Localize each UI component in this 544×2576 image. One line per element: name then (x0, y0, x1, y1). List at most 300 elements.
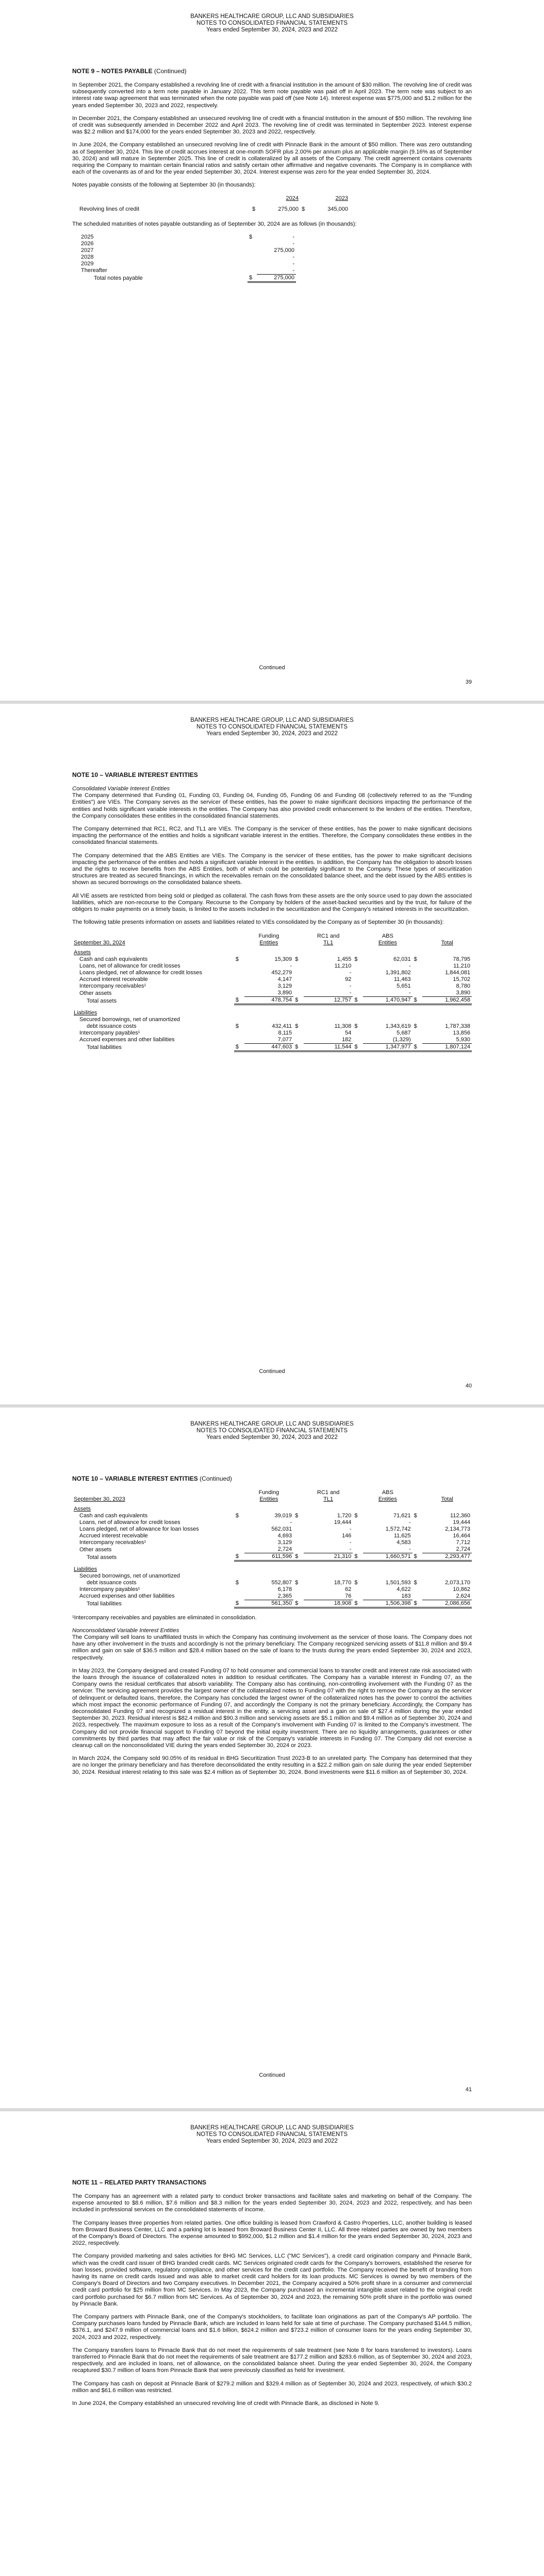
cell-value: - (409, 1519, 411, 1526)
dollar-sign (293, 1546, 304, 1553)
column-header (304, 933, 353, 946)
column-header (304, 1489, 353, 1503)
dollar-sign (353, 976, 363, 983)
dollar-sign (234, 1519, 244, 1526)
column-header-row (72, 1489, 472, 1503)
table-row (79, 261, 296, 267)
cell-value: 1,787,338 (445, 1023, 470, 1029)
cell-value: 18,770 (334, 1579, 352, 1586)
cell-value: 3,890 (244, 990, 294, 997)
paragraph: The scheduled maturities of notes payable outstanding as of September 30, 2024 are as follows (in thousands): (72, 221, 357, 227)
row-label: Secured borrowings, net of unamortized (79, 1572, 180, 1579)
row-label: debt issuance costs (87, 1579, 137, 1586)
dollar-sign (234, 983, 244, 990)
dollar-sign (293, 963, 304, 970)
total-row (72, 997, 472, 1005)
cell-value: 2,365 (244, 1593, 294, 1600)
dollar-sign (413, 1526, 423, 1533)
table-row (72, 963, 472, 970)
dollar-sign (293, 1526, 304, 1533)
cell-value: - (409, 963, 411, 970)
cell-value: - (363, 1546, 413, 1553)
dollar-sign (413, 1533, 423, 1539)
table-row (72, 983, 472, 990)
section-label: Assets (74, 950, 91, 956)
row-label: Thereafter (81, 267, 107, 274)
dollar-sign (234, 1533, 244, 1539)
column-header-line: Total (441, 1496, 453, 1502)
row-label: Revolving lines of credit (79, 206, 140, 212)
dollar-sign (293, 1519, 304, 1526)
cell-value: - (349, 983, 352, 990)
dollar-sign: $ (234, 1043, 244, 1051)
dollar-sign (353, 1546, 363, 1553)
dollar-sign (413, 963, 423, 970)
spacer (353, 933, 363, 946)
cell-value: 1,962,458 (422, 997, 472, 1005)
cell-value: 561,350 (244, 1600, 294, 1607)
header-company: BANKERS HEALTHCARE GROUP, LLC AND SUBSIDIARIES (190, 1421, 354, 1427)
paragraph: All VIE assets are restricted from being sold or pledged as collateral. The cash flows from these assets are the only source used to pay down the associated liabilities, which are non-recourse to the Company. Recourse to the Company by holders of the asset-backed securities and by the trust, for failure of the obligors to make payments on a timely basis, is limited to the assets included in the securitization and the Company's retained interests in the securitization. (72, 892, 472, 913)
cell-value: 15,309 (274, 956, 292, 963)
table-date-text: September 30, 2024 (74, 940, 125, 946)
cell-value: 146 (342, 1533, 352, 1539)
paragraph: The Company partners with Pinnacle Bank, one of the Company's stockholders, to facilitate loan originations as part of the Company's AP portfolio. The Company purchases loans funded by Pinnacle Bank, which are included in loans held for sale at time of purchase. The Company purchased $144.5 million, $376.1, and $247.9 million of commercial loans and $1.6 billion, $624.2 million and $723.2 million of consumer loans for the years ending September 30, 2024, 2023 and 2022, respectively. (72, 2314, 472, 2341)
page-header (72, 704, 472, 737)
subheading: Consolidated Variable Interest Entities (72, 786, 170, 792)
dollar-sign: $ (293, 997, 304, 1005)
dollar-sign (234, 990, 244, 997)
subheading: Nonconsolidated Variable Interest Entities (72, 1627, 179, 1634)
dollar-sign (293, 1037, 304, 1044)
row-label: Accrued interest receivable (79, 1533, 148, 1539)
cell-value: 62 (345, 1586, 352, 1592)
column-header-line: Funding (258, 933, 279, 940)
page-footer (72, 665, 472, 685)
paragraph: The Company will sell loans to unaffiliated trusts in which the Company has continuing involvement as the servicer of those loans. The Company does not have any other involvement in the trusts and accordingly is not the primary beneficiary. The Company recognized servicing assets of $11.8 million and $9.4 million and gain on sale of $36.5 million and $28.4 million based on the sale of loans to the trusts during the years ended September 30, 2024 and 2023, respectively. (72, 1634, 472, 1661)
cell-value: 2,624 (422, 1593, 472, 1600)
dollar-sign (413, 1546, 423, 1553)
table-row (72, 1037, 472, 1044)
column-header-line: Funding (258, 1489, 279, 1496)
paragraph: In September 2021, the Company established a revolving line of credit with a financial institution in the amount of $30 million. The revolving line of credit was subsequently converted into a term note payable in January 2022. This term note payable was paid off in April 2023. The term note was subject to an interest rate swap agreement that was terminated when the note payable was paid off (see Note 14). Interest expense was $775,000 and $1.2 million for the years ended September 30, 2023 and 2022, respectively. (72, 82, 472, 109)
cell-value: 3,129 (277, 983, 292, 990)
dollar-sign: $ (295, 1579, 299, 1586)
section-row (72, 946, 472, 956)
table-row (72, 1573, 472, 1580)
paragraph: The Company has an agreement with a related party to conduct broker transactions and facilitate sales and marketing on behalf of the Company. The expense amounted to $8.6 million, $7.6 million and $8.3 million for the years ended September 30, 2024, 2023 and 2022, respectively, and has been included in professional services on the consolidated statements of income. (72, 2193, 472, 2213)
total-row (72, 1553, 472, 1561)
paragraph: In March 2024, the Company sold 90.05% of its residual in BHG Securitization Trust 2023-B to an unrelated party. The Company has determined that they are no longer the primary beneficiary and has therefore deconsolidated the entity resulting in a $22.2 million gain on sale during the year ended September 30, 2024. Residual interest relating to this sale was $2.4 million as of September 30, 2024. Bond investments were $11.6 million as of September 30, 2024. (72, 1755, 472, 1775)
column-header-line: ABS (382, 1489, 393, 1496)
cell-value: 7,712 (456, 1539, 470, 1546)
cell-value: 552,807 (271, 1579, 292, 1586)
note-title (72, 771, 472, 778)
table-row (72, 1513, 472, 1519)
dollar-sign (234, 1526, 244, 1533)
dollar-sign (413, 976, 423, 983)
paragraph: In May 2023, the Company designed and created Funding 07 to hold consumer and commercial loans to transfer credit and interest rate risk associated with the loans through the issuance of collateralized notes in addition to residual certificates. The Company has a variable interest in Funding 07, as the Company owns the residual certificates that absorb variability. The Company also has continuing, non-controlling involvement with the Funding 07 as the servicer. The servicing agreement provides the largest owner of the collateralized notes to Funding 07 with the right to remove the Company as the servicer of delinquent or defaulted loans, therefore, the Company has concluded the largest owner of the collateralized notes has the power to control the activities which most impact the economic performance of Funding 07, and accordingly the Company is not the primary beneficiary. Accordingly, the Company has deconsolidated Funding 07 and recognized a residual interest in the entity, a servicing asset and a gain on sale of $27.4 million during the year ended September 30, 2023. Residual interest is $82.4 million and $90.3 million and servicing assets are $5.1 million and $9.4 million as of September 30, 2024 and 2023, respectively. The maximum exposure to loss as a result of the Company's involvement with Funding 07 is limited to the Company's investment. The Company did not provide financial support to Funding 07 beyond the initial equity investment. There are no liquidity arrangements, guarantees or other commitments by third parties that may affect the fair value or risk of the Company's variable interests in Funding 07. The Company did not exercise a cleanup call on the nonconsolidated VIE during the years ended September 30, 2024 or 2023. (72, 1667, 472, 1749)
spacer-row (72, 1005, 472, 1010)
cell-value: 1,844,081 (445, 970, 470, 976)
dollar-sign: $ (295, 956, 299, 963)
dollar-sign: $ (235, 1023, 239, 1029)
page-number: 40 (465, 1383, 472, 1389)
dollar-sign (234, 963, 244, 970)
section-row (72, 1010, 472, 1016)
column-header (363, 933, 413, 946)
dollar-sign: $ (234, 1600, 244, 1607)
table-row (72, 1023, 472, 1030)
row-label: Intercompany receivables¹ (79, 1539, 146, 1546)
continued-label: Continued (259, 665, 285, 671)
cell-value: 1,807,124 (422, 1043, 472, 1051)
dollar-sign (234, 1586, 244, 1593)
paragraph: The Company transfers loans to Pinnacle Bank that do not meet the requirements of sale treatment (see Note 8 for loans transferred to investors). Loans transferred to Pinnacle Bank that do not meet the requirements of sale treatment are $177.2 million and $283.6 million, as of September 30, 2024 and 2023, respectively, and are included in loans, net of allowance, on the consolidated balance sheet. During the year ended September 30, 2024, the Company recaptured $30.7 million of loans from Pinnacle Bank that were previously classified as held for investment. (72, 2347, 472, 2374)
dollar-sign (248, 267, 257, 275)
cell-value: - (349, 970, 352, 976)
dollar-sign: $ (353, 997, 363, 1005)
spacer (413, 933, 423, 946)
dollar-sign: $ (248, 274, 257, 282)
cell-value: 4,583 (397, 1539, 411, 1546)
note-title-text: NOTE 11 – RELATED PARTY TRANSACTIONS (72, 2179, 207, 2186)
dollar-sign: $ (295, 1023, 299, 1029)
dollar-sign (353, 1586, 363, 1593)
cell-value: 71,621 (393, 1513, 411, 1519)
spacer (413, 1489, 423, 1503)
dollar-sign (248, 254, 257, 261)
cell-value: 2,724 (244, 1546, 294, 1553)
cell-value: 275,000 (257, 274, 296, 282)
dollar-sign (413, 990, 423, 997)
cell-value: - (257, 267, 296, 275)
cell-value: - (292, 240, 294, 247)
vie-table-2024 (72, 933, 472, 1052)
cell-value: 3,890 (422, 990, 472, 997)
row-label: 2029 (81, 260, 94, 267)
dollar-sign (234, 1037, 244, 1044)
header-period: Years ended September 30, 2024, 2023 and 2022 (206, 1434, 338, 1440)
spacer (234, 1489, 244, 1503)
cell-value: 11,544 (304, 1043, 353, 1051)
row-label: Cash and cash equivalents (79, 956, 148, 963)
dollar-sign (234, 976, 244, 983)
dollar-sign (293, 1539, 304, 1546)
cell-value: - (292, 253, 294, 260)
dollar-sign (293, 1586, 304, 1593)
cell-value: 1,720 (337, 1513, 352, 1519)
note-title-continued: (Continued) (154, 67, 187, 75)
cell-value: 1,455 (337, 956, 352, 963)
cell-value: 39,019 (274, 1513, 292, 1519)
dollar-sign: $ (354, 956, 358, 963)
note-title-text: NOTE 10 – VARIABLE INTEREST ENTITIES (72, 771, 198, 778)
dollar-sign: $ (353, 1043, 363, 1051)
spacer (234, 933, 244, 946)
cell-value: - (363, 990, 413, 997)
column-header (363, 1489, 413, 1503)
page-header (72, 0, 472, 33)
dollar-sign: $ (293, 1043, 304, 1051)
cell-value: 183 (363, 1593, 413, 1600)
paragraph: In December 2021, the Company established an unsecured revolving line of credit with a financial institution in the amount of $50 million. The revolving line of credit was subsequently amended in December 2022 and April 2023. The revolving line of credit was terminated in September 2023. Interest expense was $2.2 million and $174,000 for the years ended September 30, 2023 and 2022, respectively. (72, 115, 472, 135)
dollar-sign (353, 1526, 363, 1533)
cell-value: 78,795 (453, 956, 470, 963)
cell-value: 3,129 (277, 1539, 292, 1546)
dollar-sign (293, 1533, 304, 1539)
cell-value: 1,501,593 (385, 1579, 411, 1586)
column-header (244, 1489, 294, 1503)
page-39 (0, 0, 544, 701)
paragraph: The Company provided marketing and sales activities for BHG MC Services, LLC ("MC Services"), a credit card origination company and Pinnacle Bank, which was the credit card issuer of BHG branded credit cards. MC Services originated credit cards for the Company's borrowers, established the reserve for loan losses, provided software, regulatory compliance, and other services for the credit card portfolio. The Company received the benefit of branding from having its name on credit cards issued and was able to market credit card holders for its loan products. MC Services is owned by two members of the Company's Board of Directors and two Company executives. In December 2021, the Company acquired a 50% profit share in a consumer and commercial credit card portfolio for $25 million from MC Services. In May 2023, the Company purchased an incremental intangible asset related to the original credit card portfolio purchased for $6.7 million from MC Services. As of September 30, 2024 and 2023, the remaining 50% profit share in the portfolio was owned by Pinnacle Bank. (72, 2253, 472, 2307)
cell-value: 6,178 (277, 1586, 292, 1592)
cell-value: 2,073,170 (445, 1579, 470, 1586)
total-row (72, 1600, 472, 1607)
cell-value: 18,908 (304, 1600, 353, 1607)
dollar-sign (234, 970, 244, 976)
row-label: Loans, net of allowance for credit losses (79, 1519, 180, 1526)
total-row (79, 274, 296, 282)
cell-value: 182 (304, 1037, 353, 1044)
dollar-sign: $ (234, 997, 244, 1005)
row-label: 2028 (81, 253, 94, 260)
maturities-table (79, 234, 296, 283)
cell-value: 11,625 (393, 1533, 411, 1539)
row-label: Total liabilities (87, 1044, 122, 1051)
dollar-sign (293, 1030, 304, 1037)
dollar-sign (293, 1593, 304, 1600)
cell-value: - (304, 1546, 353, 1553)
cell-value: 611,596 (244, 1553, 294, 1561)
page-footer (72, 1368, 472, 1389)
dollar-sign (353, 1030, 363, 1037)
row-label: Total liabilities (87, 1601, 122, 1607)
notes-payable-table (72, 195, 472, 213)
dollar-sign: $ (295, 1513, 299, 1519)
page-41 (0, 1408, 544, 2108)
cell-value: 112,360 (450, 1513, 470, 1519)
dollar-sign: $ (354, 1513, 358, 1519)
cell-value: 11,463 (393, 976, 411, 983)
dollar-sign: $ (414, 956, 417, 963)
cell-value: 2,293,477 (422, 1553, 472, 1561)
dollar-sign: $ (249, 233, 253, 240)
table-row (72, 1533, 472, 1539)
dollar-sign (234, 1030, 244, 1037)
row-label: Cash and cash equivalents (79, 1513, 148, 1519)
table-row (79, 241, 296, 247)
cell-value: 10,862 (453, 1586, 470, 1592)
table-row (72, 1546, 472, 1553)
dollar-sign (293, 976, 304, 983)
table-date (72, 933, 234, 946)
header-period: Years ended September 30, 2024, 2023 and 2022 (206, 27, 338, 33)
cell-value: 11,210 (334, 963, 352, 970)
cell-value: 562,031 (271, 1526, 292, 1532)
dollar-sign: $ (234, 1553, 244, 1561)
header-subtitle: NOTES TO CONSOLIDATED FINANCIAL STATEMENTS (196, 724, 348, 730)
col-year-2023: 2023 (335, 195, 348, 201)
section-row (72, 1566, 472, 1573)
row-label: Total assets (87, 1554, 117, 1561)
col-year-2024: 2024 (286, 195, 299, 201)
table-row (72, 970, 472, 976)
cell-value: 5,687 (397, 1029, 411, 1036)
cell-value: 478,754 (244, 997, 294, 1005)
paragraph: In June 2024, the Company established an unsecured revolving line of credit with Pinnacle Bank in the amount of $50 million. There was zero outstanding as of September 30, 2024. This line of credit accrues interest at one-month SOFR plus 2.00% per annum plus an applicable margin (9.16% as of September 30, 2024) and will mature in September 2025. This line of credit is collateralized by all assets of the Company. The credit agreement contains covenants requiring the Company to maintain certain financial ratios and satisfy certain other affirmative and negative covenants. The Company is in compliance with each of the covenants as of and for the year ended September 30, 2024. Interest expense was zero for the year ended September 30, 2024. (72, 142, 472, 176)
dollar-sign (413, 1037, 423, 1044)
dollar-sign (353, 963, 363, 970)
dollar-sign (248, 247, 257, 254)
header-company: BANKERS HEALTHCARE GROUP, LLC AND SUBSIDIARIES (190, 13, 354, 20)
table-row (79, 234, 296, 241)
row-label: Total assets (87, 997, 117, 1004)
row-label: Other assets (79, 1546, 112, 1553)
page-header (72, 2111, 472, 2145)
row-label: Loans, net of allowance for credit losses (79, 963, 180, 970)
header-period: Years ended September 30, 2024, 2023 and 2022 (206, 2138, 338, 2144)
dollar-sign: $ (413, 1600, 423, 1607)
spacer (353, 1489, 363, 1503)
dollar-sign (413, 983, 423, 990)
row-label: Loans pledged, net of allowance for loan losses (79, 1526, 199, 1532)
cell-value: - (304, 990, 353, 997)
dollar-sign: $ (293, 1553, 304, 1561)
column-header-line: Total (441, 940, 453, 946)
paragraph: The following table presents information on assets and liabilities related to VIEs consolidated by the Company as of September 30 (in thousands): (72, 919, 444, 926)
page-number: 39 (465, 679, 472, 685)
row-label: Accrued interest receivable (79, 976, 148, 983)
header-subtitle: NOTES TO CONSOLIDATED FINANCIAL STATEMENTS (196, 1428, 348, 1434)
dollar-sign (353, 1519, 363, 1526)
table-row (72, 1016, 472, 1023)
row-label: Accrued expenses and other liabilities (79, 1593, 175, 1599)
cell-value: 1,347,977 (363, 1043, 413, 1051)
dollar-sign: $ (354, 1579, 358, 1586)
note-title-text: NOTE 9 – NOTES PAYABLE (72, 67, 153, 75)
section-label: Liabilities (74, 1566, 97, 1572)
cell-value: 8,115 (278, 1029, 292, 1036)
row-label: Total notes payable (94, 275, 143, 282)
note-title-continued: (Continued) (200, 1475, 232, 1482)
cell-value: 8,780 (456, 983, 470, 990)
cell-value: 21,310 (304, 1553, 353, 1561)
paragraph: The Company leases three properties from related parties. One office building is leased from Crawford & Castro Properties, LLC, another building is leased from Broward Business Center, LLC and a parking lot is leased from Broward Business Center II, LLC. All three related parties are owned by two members of the Company's Board of Directors. The expense amounted to $992,000, $1.2 million and $1.4 million for the years ended September 30, 2024, 2023 and 2022, respectively. (72, 2219, 472, 2247)
table-row (72, 976, 472, 983)
header-company: BANKERS HEALTHCARE GROUP, LLC AND SUBSIDIARIES (190, 2125, 354, 2131)
cell-value: 447,603 (244, 1043, 294, 1051)
dollar-sign (353, 1539, 363, 1546)
row-label: 2027 (81, 247, 94, 253)
dollar-sign: $ (293, 1600, 304, 1607)
dollar-sign (413, 1539, 423, 1546)
paragraph: The Company has cash on deposit at Pinnacle Bank of $279.2 million and $329.4 million as of September 30, 2024 and 2023, respectively, of which $30.2 million and $61.6 million was restricted. (72, 2380, 472, 2394)
table-date-text: September 30, 2023 (74, 1496, 125, 1502)
dollar-sign: $ (353, 1553, 363, 1561)
cell-value: 1,572,742 (385, 1526, 411, 1532)
column-header (422, 1489, 472, 1503)
dollar-sign: $ (413, 1043, 423, 1051)
cell-value: 54 (345, 1029, 352, 1036)
column-header-line: RC1 and (317, 933, 340, 940)
dollar-sign: $ (414, 1513, 417, 1519)
cell-value: - (349, 1526, 352, 1532)
table-row: Revolving lines of credit $ 275,000 $ 345,000 (72, 206, 472, 213)
cell-value: 1,470,947 (363, 997, 413, 1005)
cell-value: 12,757 (304, 997, 353, 1005)
dollar-sign (234, 1546, 244, 1553)
dollar-sign (353, 1533, 363, 1539)
column-header-line: TL1 (323, 1496, 334, 1502)
row-label: debt issuance costs (87, 1023, 137, 1029)
row-label: Intercompany payables¹ (79, 1586, 140, 1592)
dollar-sign: $ (414, 1023, 417, 1029)
header-subtitle: NOTES TO CONSOLIDATED FINANCIAL STATEMENTS (196, 2131, 348, 2138)
note-title (72, 2179, 472, 2186)
dollar-sign (353, 990, 363, 997)
dollar-sign (353, 1037, 363, 1044)
total-row (72, 1043, 472, 1051)
spacer (293, 1489, 304, 1503)
row-label: Accrued expenses and other liabilities (79, 1037, 175, 1043)
cell-value: - (290, 963, 292, 970)
paragraph: In June 2024, the Company established an unsecured revolving line of credit with Pinnacle Bank, as disclosed in Note 9. (72, 2400, 380, 2407)
dollar-sign (413, 1519, 423, 1526)
table-row (72, 1526, 472, 1533)
header-period: Years ended September 30, 2024, 2023 and 2022 (206, 731, 338, 737)
dollar-sign (248, 241, 257, 247)
continued-label: Continued (259, 1368, 285, 1375)
dollar-sign: $ (413, 1553, 423, 1561)
cell-value: 1,343,619 (385, 1023, 411, 1029)
cell-value: 15,702 (453, 976, 470, 983)
table-date (72, 1489, 234, 1503)
cell-value: 5,930 (422, 1037, 472, 1044)
dollar-sign (413, 1593, 423, 1600)
page-40 (0, 704, 544, 1404)
dollar-sign (353, 983, 363, 990)
cell-value: 432,411 (272, 1023, 292, 1029)
table-row (72, 1586, 472, 1593)
dollar-sign: $ (353, 1600, 363, 1607)
header-company: BANKERS HEALTHCARE GROUP, LLC AND SUBSIDIARIES (190, 717, 354, 723)
cell-value: 7,077 (244, 1037, 294, 1044)
column-header (244, 933, 294, 946)
cell-value: 92 (345, 976, 352, 983)
table-row (79, 267, 296, 275)
cell-value: 4,147 (277, 976, 292, 983)
cell-value: - (292, 233, 294, 240)
cell-value: 76 (304, 1593, 353, 1600)
table-row (72, 1580, 472, 1586)
dollar-sign (413, 970, 423, 976)
dollar-sign: $ (235, 1513, 239, 1519)
continued-label: Continued (259, 2072, 285, 2078)
row-label: Secured borrowings, net of unamortized (79, 1016, 180, 1023)
page-header (72, 1408, 472, 1441)
page-42 (0, 2111, 544, 2576)
section-row (72, 1503, 472, 1513)
column-header-row (72, 933, 472, 946)
row-label: Loans pledged, net of allowance for credit losses (79, 970, 202, 976)
cell-value: 1,391,802 (385, 970, 411, 976)
dollar-sign: $ (413, 997, 423, 1005)
table-row (72, 956, 472, 963)
cell-value: - (290, 1519, 292, 1526)
row-label: 2025 (81, 233, 94, 240)
dollar-sign (293, 990, 304, 997)
